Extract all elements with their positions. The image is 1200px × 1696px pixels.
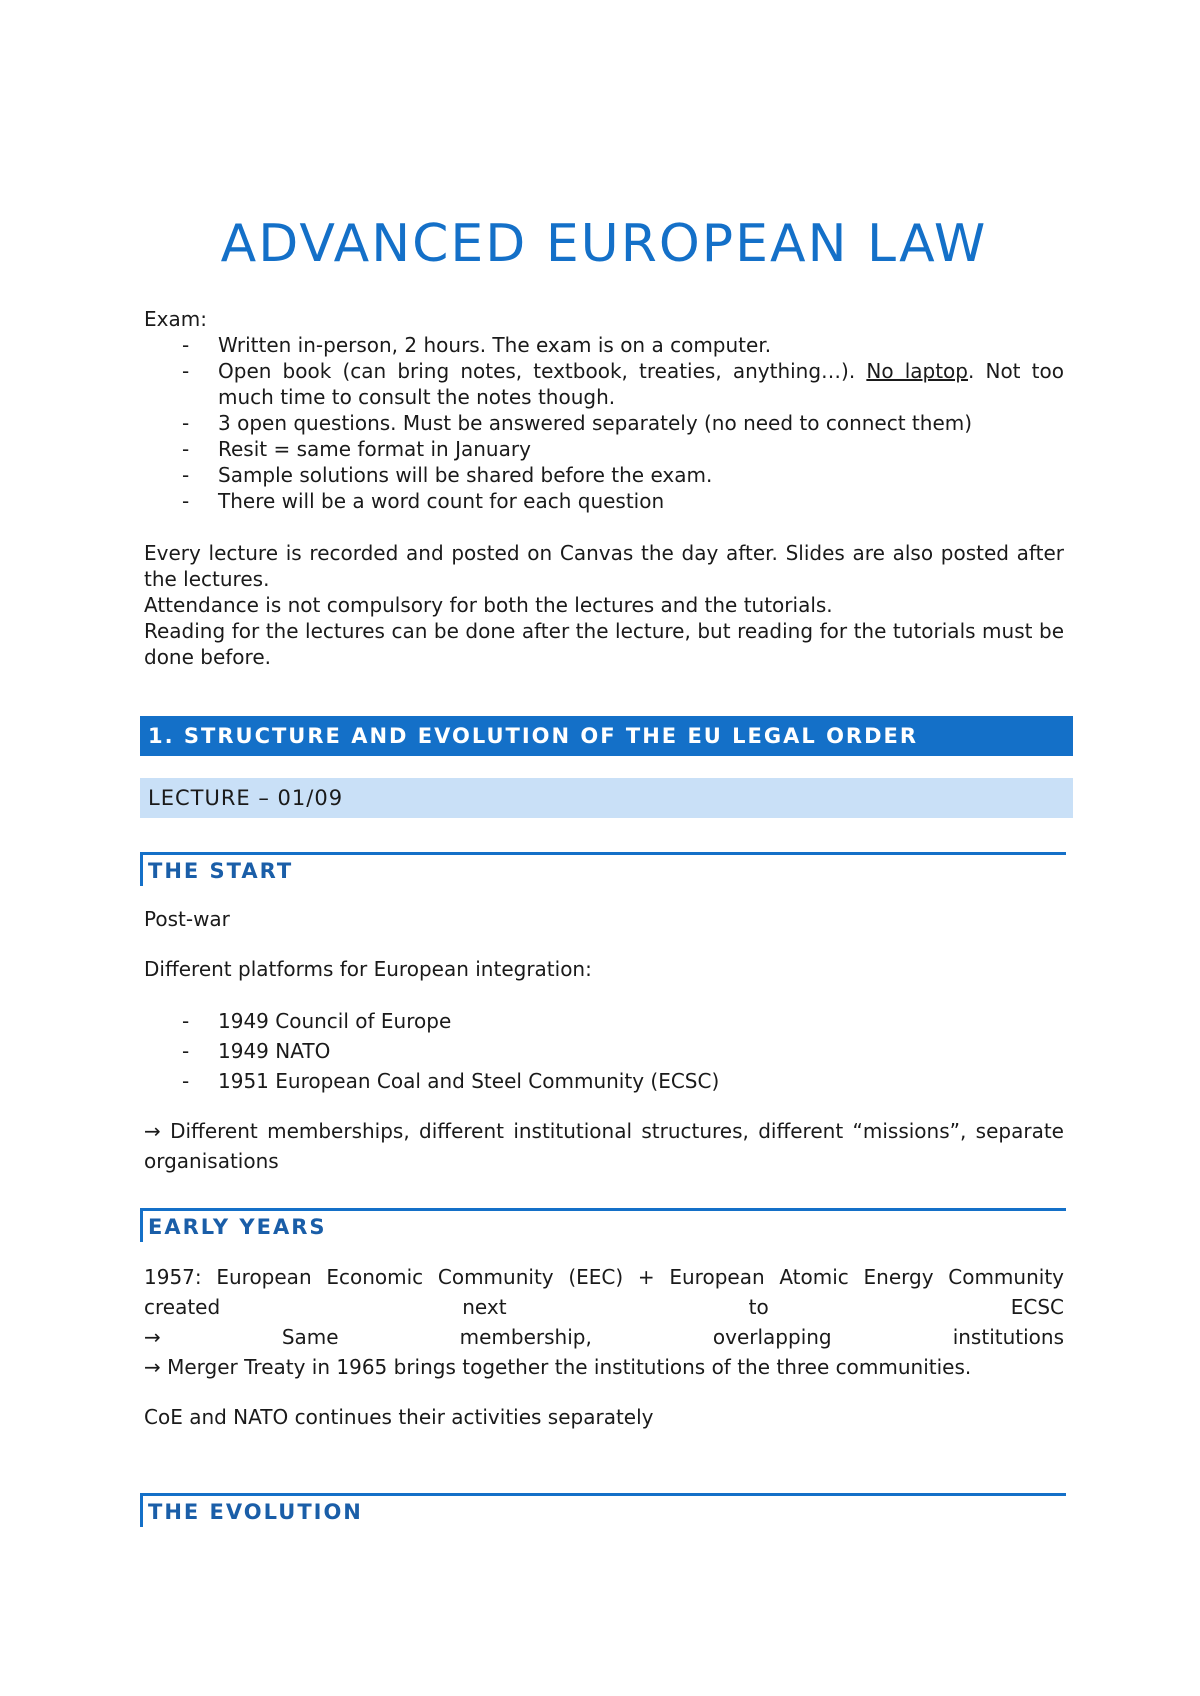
bullet-dash: - [182,359,190,383]
bullet-dash: - [182,463,190,487]
bullet-dash: - [182,1069,190,1093]
exam-label: Exam: [144,307,207,331]
bullet-dash: - [182,489,190,513]
list-item: - Open book (can bring notes, textbook, treaties, anything…). No laptop. Not too much time to consult the notes though. [182,359,1064,409]
paragraph: 1957: European Economic Community (EEC) + European Atomic Energy Community created next to ECSC [144,1265,1064,1319]
early-years-content [144,1262,1064,1432]
paragraph: Attendance is not compulsory for both the lectures and the tutorials. [144,593,833,617]
no-laptop-emphasis: No laptop [866,359,968,383]
paragraph: Post-war [144,907,230,931]
bullet-dash: - [182,333,190,357]
paragraph: Reading for the lectures can be done after the lecture, but reading for the tutorials must be done before. [144,619,1064,669]
paragraph: Different platforms for European integration: [144,957,592,981]
subheading-the-evolution: THE EVOLUTION [140,1493,1066,1527]
paragraph: → Same membership, overlapping institutions [144,1325,1064,1349]
exam-info [144,306,1064,514]
list-item: - 1949 Council of Europe [144,1006,1064,1036]
list-item: - Sample solutions will be shared before the exam. [182,463,713,487]
the-start-content [144,906,1064,1176]
list-item: - Resit = same format in January [182,437,531,461]
exam-list [144,332,1064,514]
bullet-dash: - [182,1039,190,1063]
subheading-early-years: EARLY YEARS [140,1208,1066,1242]
bullet-dash: - [182,437,190,461]
section-heading: 1. STRUCTURE AND EVOLUTION OF THE EU LEGAL ORDER [140,716,1073,756]
integration-platforms-list [144,1006,1064,1096]
paragraph: → Merger Treaty in 1965 brings together the institutions of the three communities. [144,1355,972,1379]
paragraph: CoE and NATO continues their activities separately [144,1405,654,1429]
bullet-dash: - [182,1009,190,1033]
paragraph: → Different memberships, different institutional structures, different “missions”, separate organisations [144,1119,1064,1173]
list-item: - Written in-person, 2 hours. The exam is on a computer. [182,333,772,357]
document-title: ADVANCED EUROPEAN LAW [220,214,988,274]
list-item: - 3 open questions. Must be answered separately (no need to connect them) [182,411,973,435]
paragraph: Every lecture is recorded and posted on Canvas the day after. Slides are also posted after the lectures. [144,541,1064,591]
lecture-heading: LECTURE – 01/09 [140,778,1073,818]
list-item: - There will be a word count for each question [182,489,665,513]
subheading-the-start: THE START [140,852,1066,886]
course-info-paragraphs [144,540,1064,670]
list-item: - 1951 European Coal and Steel Community (ECSC) [144,1066,1064,1096]
list-item: - 1949 NATO [144,1036,1064,1066]
bullet-dash: - [182,411,190,435]
